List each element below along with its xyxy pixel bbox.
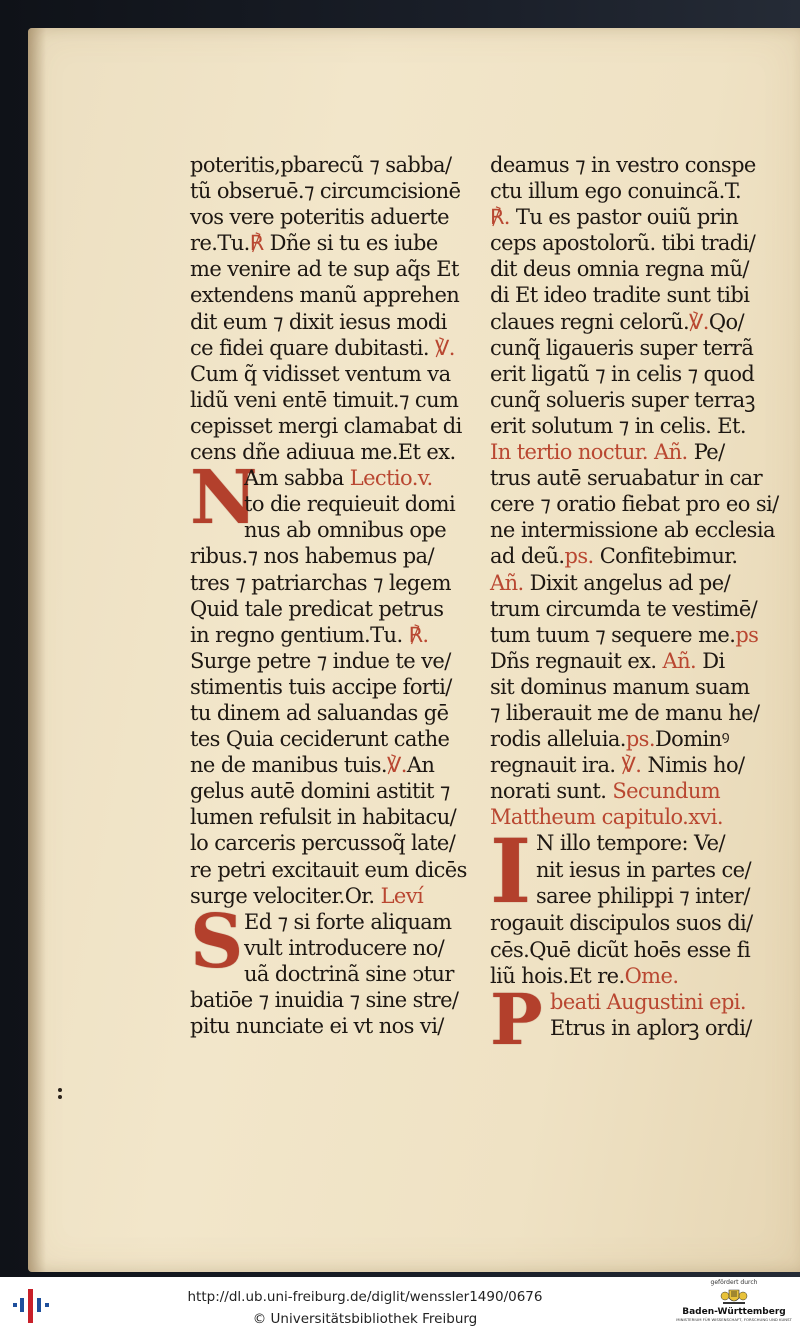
text-segment: vult introducere no/ — [244, 935, 445, 960]
text-line — [190, 361, 472, 387]
left-text-column — [190, 152, 472, 1039]
rubric-text: Añ. — [656, 648, 697, 673]
rubric-text: ps. — [625, 727, 655, 752]
text-line — [490, 413, 775, 439]
text-line — [190, 570, 472, 596]
text-line — [490, 883, 775, 909]
text-segment: me venire ad te sup aq̃s Et — [190, 257, 459, 282]
text-line — [190, 178, 472, 204]
text-segment: erit solutum ⁊ in celis. Et. — [490, 413, 746, 438]
text-segment: saree philippi ⁊ inter/ — [536, 883, 750, 908]
text-segment: Am sabba — [244, 466, 350, 491]
text-segment: tu dinem ad saluandas gē — [190, 700, 449, 725]
text-segment: tes Quia ceciderunt cathe — [190, 727, 450, 752]
text-segment: pitu nunciate ei vt nos vi/ — [190, 1014, 444, 1039]
text-line — [190, 648, 472, 674]
funder-block — [672, 1277, 796, 1334]
rubric-text: Ome. — [624, 963, 679, 988]
text-line — [190, 230, 472, 256]
text-segment: uã doctrinã sine ↄtur — [244, 961, 454, 986]
text-segment: ne de manibus tuis. — [190, 753, 388, 778]
rubric-text: ℟ — [249, 231, 264, 256]
text-line — [190, 543, 472, 569]
text-segment: re petri excitauit eum dicēs — [190, 857, 467, 882]
text-line — [490, 282, 775, 308]
funder-name: Baden-Württemberg — [682, 1307, 786, 1317]
text-line — [190, 282, 472, 308]
text-line — [490, 256, 775, 282]
text-segment: Cum q̃ vidisset ventum va — [190, 361, 451, 386]
text-segment: Dixit angelus ad pe/ — [523, 570, 731, 595]
text-line — [490, 543, 775, 569]
rubric-text: Leví — [374, 883, 424, 908]
text-segment: Surge petre ⁊ indue te ve/ — [190, 648, 451, 673]
rubric-text: Mattheum capitulo.xvi. — [490, 805, 723, 830]
decorated-initial: P — [490, 977, 543, 1061]
text-segment: liũ hois.Et re. — [490, 963, 625, 988]
text-segment: regnauit ira. — [490, 753, 616, 778]
text-line — [190, 256, 472, 282]
document-url[interactable]: http://dl.ub.uni-freiburg.de/diglit/wenssler1490/0676 — [187, 1289, 543, 1305]
text-line — [490, 178, 775, 204]
text-line — [190, 700, 472, 726]
text-line — [190, 596, 472, 622]
rubric-text: In tertio noctur. Añ. — [490, 440, 688, 465]
text-segment: re.Tu. — [190, 231, 250, 256]
text-segment: lumen refulsit in habitacu/ — [190, 805, 457, 830]
text-segment: trus autē seruabatur in car — [490, 466, 763, 491]
text-segment: gelus autē domini astitit ⁊ — [190, 779, 450, 804]
text-line — [190, 439, 472, 465]
text-line — [190, 883, 472, 909]
text-line — [190, 387, 472, 413]
text-segment: dit eum ⁊ dixit iesus modi — [190, 309, 447, 334]
text-segment: ctu illum ego conuincã.T. — [490, 179, 742, 204]
text-segment: Qo/ — [708, 309, 744, 334]
decorated-initial: I — [490, 819, 531, 924]
text-segment: Nimis ho/ — [641, 753, 745, 778]
decorated-initial: S — [190, 898, 243, 985]
rubric-text: Añ. — [490, 570, 524, 595]
rubric-text: ℣. — [428, 335, 455, 360]
text-line — [490, 963, 775, 989]
text-segment: nit iesus in partes ce/ — [536, 857, 751, 882]
initial-block — [190, 455, 472, 543]
rubric-text: beati Augustini epi. — [550, 989, 746, 1014]
text-line — [490, 910, 775, 936]
rubric-text: ps. — [564, 544, 594, 569]
text-line — [490, 937, 775, 963]
text-segment: rodis alleluia. — [490, 727, 626, 752]
text-line — [490, 387, 775, 413]
viewer-footer — [0, 1277, 800, 1334]
text-line — [490, 230, 775, 256]
text-segment: stimentis tuis accipe forti/ — [190, 674, 452, 699]
text-line — [490, 752, 775, 778]
funding-label: gefördert durch — [710, 1279, 758, 1286]
text-segment: di Et ideo tradite sunt tibi — [490, 283, 750, 308]
text-line — [190, 622, 472, 648]
text-line — [490, 309, 775, 335]
text-segment: surge velociter.Or. — [190, 883, 375, 908]
text-line — [190, 1013, 472, 1039]
rubric-text: ps — [735, 622, 759, 647]
copyright-notice: © Universitätsbibliothek Freiburg — [252, 1311, 478, 1327]
text-segment: An — [406, 753, 435, 778]
text-line — [490, 570, 775, 596]
text-segment: ⁊ liberauit me de manu he/ — [490, 700, 760, 725]
text-segment: claues regni celorũ. — [490, 309, 690, 334]
text-segment: Pe/ — [687, 440, 725, 465]
text-segment: cepisset mergi clamabat di — [190, 413, 462, 438]
text-segment: poteritis,pbarecũ ⁊ sabba/ — [190, 153, 452, 177]
text-line — [490, 335, 775, 361]
text-line — [190, 413, 472, 439]
text-segment: Dñs regnauit ex. — [490, 648, 657, 673]
text-segment: cunq̃ solueris super terraꝫ — [490, 387, 755, 412]
text-segment: Etrus in aplorꝫ ordi/ — [550, 1015, 752, 1040]
text-segment: Dominꝰ — [654, 727, 729, 752]
text-segment: Di — [696, 648, 725, 673]
text-segment: cere ⁊ oratio fiebat pro eo si/ — [490, 492, 779, 517]
text-segment: extendens manũ apprehen — [190, 283, 460, 308]
text-segment: tũ obseruē.⁊ circumcisionē — [190, 179, 461, 204]
text-segment: ceps apostolorũ. tibi tradi/ — [490, 231, 756, 256]
rubric-text: ℣. — [615, 753, 642, 778]
text-segment: tum tuum ⁊ sequere me. — [490, 622, 736, 647]
right-text-column — [490, 152, 779, 1061]
coat-of-arms-icon — [719, 1288, 749, 1306]
ministry-name: MINISTERIUM FÜR WISSENSCHAFT, FORSCHUNG UND KUNST — [676, 1317, 792, 1322]
text-line — [490, 596, 775, 622]
text-segment: Tu es pastor ouiũ prin — [509, 205, 739, 230]
text-line — [490, 491, 779, 517]
text-segment: deamus ⁊ in vestro conspe — [490, 153, 756, 177]
initial-block — [490, 977, 775, 1061]
text-segment: ad deũ. — [490, 544, 565, 569]
rubric-text: Lectio.v. — [349, 466, 433, 491]
decorated-initial: N — [190, 455, 258, 542]
rubric-text: ℟. — [402, 622, 429, 647]
text-line — [490, 700, 775, 726]
text-line — [190, 674, 472, 700]
text-line — [190, 752, 472, 778]
text-segment: Confitebimur. — [593, 544, 738, 569]
text-segment: trum circumda te vestimē/ — [490, 596, 758, 621]
text-segment: batiōe ⁊ inuidia ⁊ sine stre/ — [190, 988, 459, 1012]
rubric-text: ℟. — [490, 205, 510, 230]
text-segment: Ed ⁊ si forte aliquam — [244, 909, 452, 934]
text-segment: ribus.⁊ nos habemus pa/ — [190, 544, 434, 569]
text-line — [490, 152, 775, 178]
text-segment: cunq̃ ligaueris super terrã — [490, 335, 754, 360]
text-segment: dit deus omnia regna mũ/ — [490, 257, 749, 282]
text-segment: norati sunt. — [490, 779, 607, 804]
text-line — [190, 335, 472, 361]
page-mark — [58, 1088, 66, 1102]
text-line — [190, 204, 472, 230]
rubric-text: ℣. — [689, 309, 709, 334]
text-line — [490, 804, 775, 830]
text-segment: to die requieuit domi — [244, 492, 456, 517]
text-line — [190, 778, 472, 804]
text-segment: nus ab omnibus ope — [244, 518, 447, 543]
text-line — [190, 804, 472, 830]
rubric-text: ℣. — [387, 753, 407, 778]
text-line — [490, 622, 775, 648]
text-segment: erit ligatũ ⁊ in celis ⁊ quod — [490, 361, 755, 386]
text-segment: N illo tempore: Ve/ — [536, 831, 725, 856]
text-line — [490, 674, 775, 700]
text-line — [490, 465, 775, 491]
text-segment: Dñe si tu es iube — [263, 231, 438, 256]
text-line — [490, 857, 775, 883]
text-segment: ce fidei quare dubitasti. — [190, 335, 429, 360]
text-line — [190, 726, 472, 752]
text-line — [190, 857, 472, 883]
text-line — [190, 987, 472, 1013]
text-line — [490, 517, 775, 543]
text-segment: cēs.Quē dicũt hoēs esse fi — [490, 937, 751, 962]
rubric-text: Secundum — [606, 779, 721, 804]
text-line — [490, 726, 775, 752]
text-line — [190, 830, 472, 856]
text-segment: lo carceris percussoq̃ late/ — [190, 831, 456, 856]
text-segment: sit dominus manum suam — [490, 674, 750, 699]
text-line — [490, 648, 775, 674]
text-line — [190, 309, 472, 335]
text-segment: tres ⁊ patriarchas ⁊ legem — [190, 570, 451, 595]
text-line — [490, 204, 775, 230]
text-line — [490, 439, 775, 465]
text-segment: cens dñe adiuua me.Et ex. — [190, 440, 456, 465]
text-segment: vos vere poteritis aduerte — [190, 205, 449, 230]
text-segment: in regno gentium.Tu. — [190, 622, 403, 647]
text-line — [490, 361, 775, 387]
text-segment: lidũ veni entē timuit.⁊ cum — [190, 387, 459, 412]
initial-block — [190, 898, 472, 987]
text-segment: Quid tale predicat petrus — [190, 596, 444, 621]
text-segment: ne intermissione ab ecclesia — [490, 518, 775, 543]
text-line — [490, 778, 775, 804]
text-segment: rogauit discipulos suos di/ — [490, 911, 753, 936]
text-line — [190, 152, 472, 178]
text-line — [490, 830, 775, 856]
